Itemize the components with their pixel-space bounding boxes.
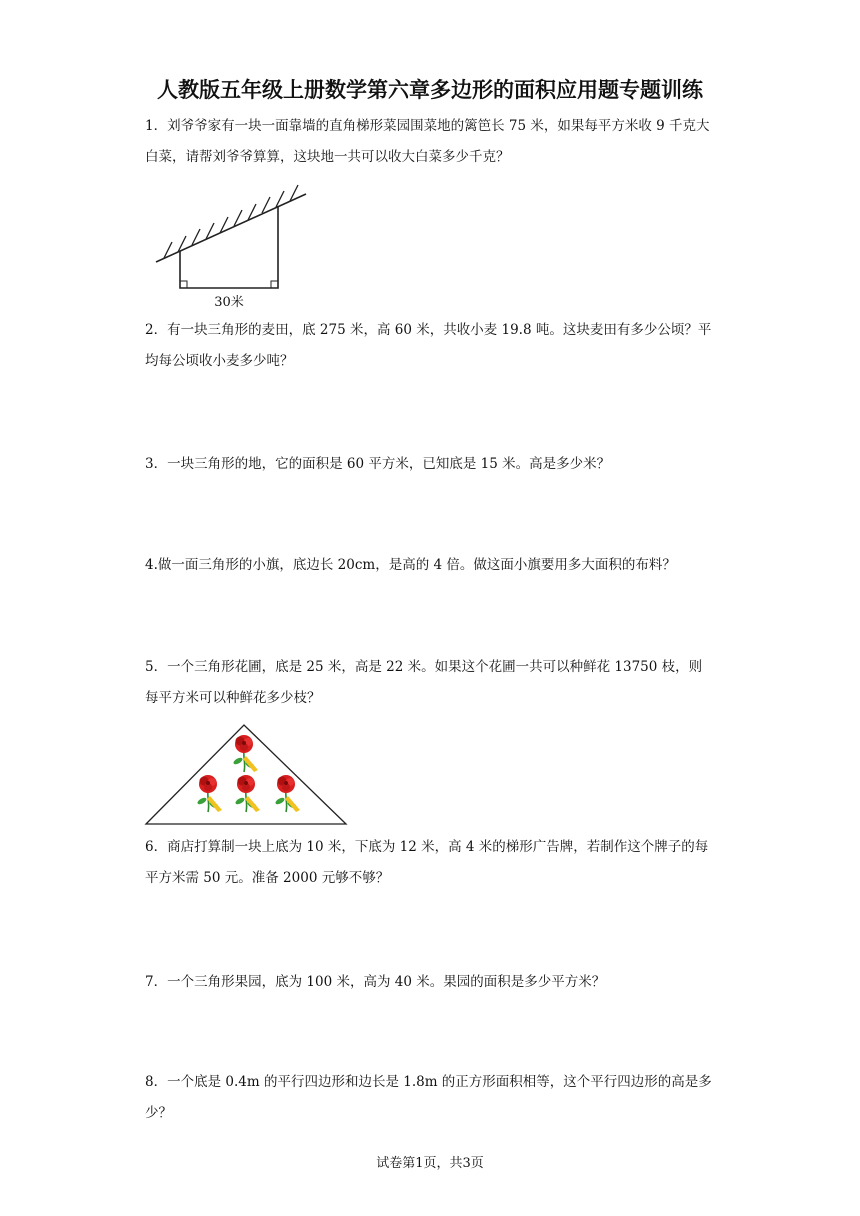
question-number: 4. [145, 557, 158, 573]
question-number: 3． [145, 456, 168, 472]
question-text: 一个三角形花圃，底是 25 米，高是 22 米。如果这个花圃一共可以种鲜花 13750 枝，则每平方米可以种鲜花多少枝？ [145, 659, 703, 706]
question-3 [145, 449, 715, 480]
question-4 [145, 550, 715, 581]
question-2 [145, 315, 715, 377]
page-footer: 试卷第1页，共3页 [376, 1156, 484, 1171]
question-number: 5． [145, 659, 168, 675]
question-6 [145, 832, 715, 894]
question-text: 一个三角形果园，底为 100 米，高为 40 米。果园的面积是多少平方米？ [167, 974, 606, 990]
question-text: 刘爷爷家有一块一面靠墙的直角梯形菜园围菜地的篱笆长 75 米，如果每平方米收 9 千克大白菜，请帮刘爷爷算算，这块地一共可以收大白菜多少千克？ [145, 118, 710, 165]
question-text: 有一块三角形的麦田，底 275 米，高 60 米，共收小麦 19.8 吨。这块麦田有多少公顷？平均每公顷收小麦多少吨？ [145, 322, 712, 369]
question-text: 一块三角形的地，它的面积是 60 平方米，已知底是 15 米。高是多少米？ [167, 456, 611, 472]
question-number: 7． [145, 974, 168, 990]
question-number: 2． [145, 322, 168, 338]
question-number: 1． [145, 118, 168, 134]
question-text: 一个底是 0.4m 的平行四边形和边长是 1.8m 的正方形面积相等，这个平行四边形的高是多少？ [145, 1074, 712, 1121]
figure-trapezoid [150, 184, 320, 314]
question-8 [145, 1067, 715, 1129]
page-title: 人教版五年级上册数学第六章多边形的面积应用题专题训练 [157, 78, 703, 102]
question-number: 6． [145, 839, 168, 855]
question-text: 做一面三角形的小旗，底边长 20cm，是高的 4 倍。做这面小旗要用多大面积的布料？ [157, 557, 676, 573]
question-number: 8． [145, 1074, 168, 1090]
question-text: 商店打算制一块上底为 10 米，下底为 12 米，高 4 米的梯形广告牌，若制作这个牌子的每平方米需 50 元。准备 2000 元够不够？ [145, 839, 709, 886]
question-1 [145, 111, 715, 173]
figure-flower-triangle [144, 722, 350, 828]
question-7 [145, 967, 715, 998]
question-5 [145, 652, 715, 714]
figure-base-label: 30米 [214, 295, 244, 310]
